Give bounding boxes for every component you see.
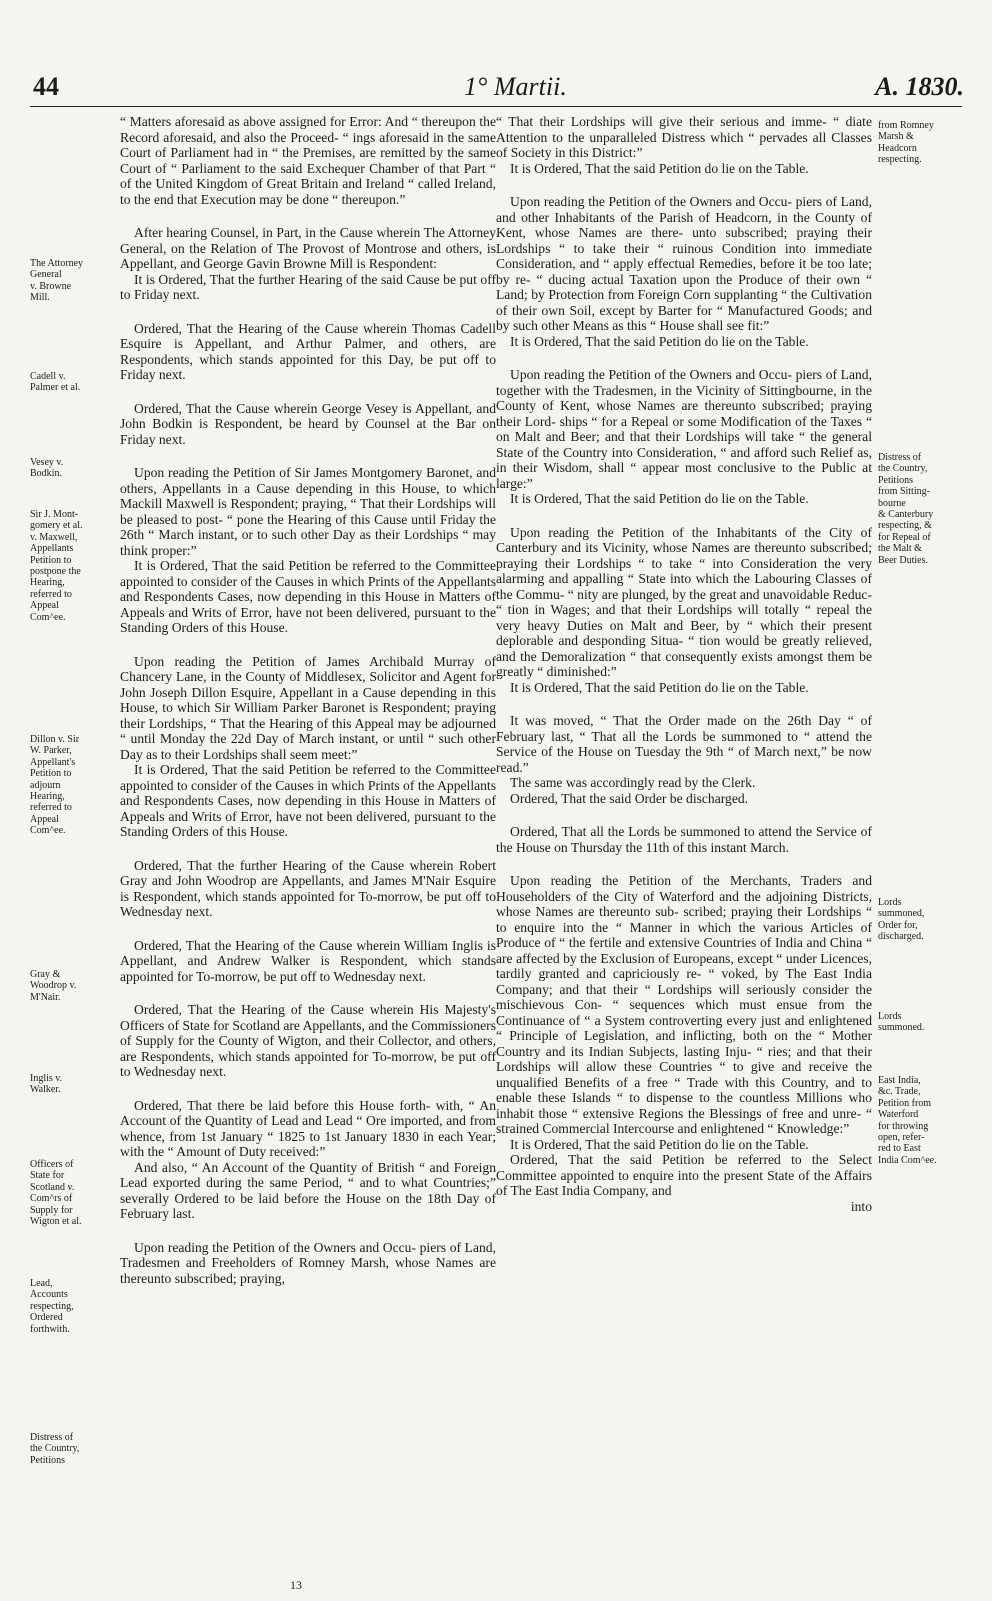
paragraph: Ordered, That the said Petition be referred to the Select Committee appointed to enquire into the present State of the Affairs of The East India Company, and	[496, 1152, 872, 1198]
margin-note: Officers of State for Scotland v. Com^rs of Supply for Wigton et al.	[30, 1159, 82, 1228]
paragraph: It is Ordered, That the further Hearing of the said Cause be put off to Friday next.	[120, 271, 496, 302]
margin-note: Lead, Accounts respecting, Ordered forthwith.	[30, 1278, 74, 1335]
paragraph: It is Ordered, That the said Petition be referred to the Committee appointed to consider of the Causes in which Prints of the Appellants and Respondents Cases, now depending in this House in Matters of Appeals and Writs of Error, have not been delivered, pursuant to the Standing Orders of this House.	[120, 762, 496, 839]
paragraph: It is Ordered, That the said Petition do lie on the Table.	[510, 491, 809, 506]
paragraph: “ Matters aforesaid as above assigned for Error: And “ thereupon the Record aforesaid, and also the Proceed- “ ings aforesaid in the same Court of Parliament had in “ the Premises, are remitted by the same Court of “ Parliament to the said Exchequer Chamber of that Part “ of the United Kingdom of Great Britain and Ireland “ called Ireland, to the end that Execution may be done “ thereupon.”	[120, 114, 496, 207]
header-rule	[30, 106, 962, 107]
paragraph: It was moved, “ That the Order made on the 26th Day “ of February last, “ That all the Lords be summoned to “ attend the Service of the House on Tuesday the 9th “ of March next,” be now read.”	[496, 713, 872, 775]
paragraph: Ordered, That the Hearing of the Cause wherein His Majesty's Officers of State for Scotland are Appellants, and the Commissioners of Supply for the County of Wigton, and their Collector, and others, are Respondents, which stands appointed for To-morrow, be put off to Wednesday next.	[120, 1002, 496, 1079]
margin-note: Cadell v. Palmer et al.	[30, 371, 81, 394]
paragraph: After hearing Counsel, in Part, in the Cause wherein The Attorney General, on the Relation of The Provost of Montrose and others, is Appellant, and George Gavin Browne Mill is Respondent:	[120, 225, 496, 271]
page-year: A. 1830.	[875, 72, 964, 101]
paragraph: Upon reading the Petition of the Owners and Occu- piers of Land, Tradesmen and Freeholders of Romney Marsh, whose Names are thereunto subscribed; praying,	[120, 1239, 496, 1286]
paragraph: And also, “ An Account of the Quantity of British “ and Foreign Lead exported during the same Period, “ and to what Countries;” severally Ordered to be laid before the House on the 18th Day of February last.	[120, 1159, 496, 1221]
margin-note: Inglis v. Walker.	[30, 1073, 63, 1096]
paragraph: Ordered, That there be laid before this House forth- with, “ An Account of the Quantity of Lead and Lead “ Ore imported, and from whence, from 1st January “ 1825 to 1st January 1830 in each Year; with the “ Amount of Duty received:”	[120, 1097, 496, 1159]
margin-note: Sir J. Mont- gomery et al. v. Maxwell, Appellants Petition to postpone the Hearing, referred to Appeal Com^ee.	[30, 509, 83, 623]
paragraph: Ordered, That the further Hearing of the Cause wherein Robert Gray and John Woodrop are Appellants, and James M'Nair Esquire is Respondent, which stands appointed for To-morrow, be put off to Wednesday next.	[120, 857, 496, 919]
paragraph: The same was accordingly read by the Clerk.	[510, 775, 756, 790]
margin-note: The Attorney General v. Browne Mill.	[30, 258, 84, 304]
paragraph: It is Ordered, That the said Petition do lie on the Table.	[510, 333, 809, 349]
margin-note: Vesey v. Bodkin.	[30, 457, 64, 480]
paragraph: Upon reading the Petition of the Owners and Occu- piers of Land, and other Inhabitants of the Parish of Headcorn, in the County of Kent, whose Names are there- unto subscribed; praying their Lordships “ to take their “ ruinous Condition into immediate Consideration, and “ apply effectual Remedies, before it be too late; by re- “ ducing actual Taxation upon the Produce of their own “ Land; by Protection from Foreign Corn supplanting “ the Cultivation of their own Soil, except by Barter for “ Manufactured Goods; and by such other Means as this “ House shall see fit:”	[496, 194, 872, 333]
right-column	[496, 114, 872, 1214]
paragraph: Ordered, That the said Order be discharged.	[510, 790, 749, 806]
page-header	[28, 72, 964, 106]
margin-note: East India, &c. Trade, Petition from Waterford for throwing open, refer- red to East India Com^ee.	[878, 1075, 937, 1166]
paragraph: It is Ordered, That the said Petition be referred to the Committee appointed to consider of the Causes in which Prints of the Appellants and Respondents Cases, now depending in this House in Matters of Appeals and Writs of Error, have not been delivered, pursuant to the Standing Orders of this House.	[120, 558, 496, 635]
paragraph: Upon reading the Petition of the Owners and Occu- piers of Land, together with the Tradesmen, in the Vicinity of Sittingbourne, in the County of Kent, whose Names are thereunto subscribed; praying their Lord- ships “ for a Repeal or some Modification of the Taxes “ on Malt and Beer; and that their Lordships will take “ the general State of the Country into Consideration, “ and afford such Relief as, in their Wisdom, shall “ appear most conclusive to the Public at large:”	[496, 367, 872, 491]
paragraph: Upon reading the Petition of the Inhabitants of the City of Canterbury and its Vicinity, whose Names are thereunto subscribed; praying their Lordships “ to take “ into Consideration the very alarming and appalling “ State into which the Labouring Classes of the Commu- “ nity are plunged, by the great and unavoidable Reduc- “ tion in Wages; and that their Lordships will totally “ repeal the very heavy Duties on Malt and Beer, by “ which their present deplorable and desponding Situa- “ tion would be greatly relieved, and the Demoralization “ that consequently exists amongst them be greatly “ diminished:”	[496, 524, 872, 679]
paragraph: Upon reading the Petition of James Archibald Murray of Chancery Lane, in the County of Middlesex, Solicitor and Agent for John Joseph Dillon Esquire, Appellant in a Cause depending in this House, to which Sir William Parker Baronet is Respondent; praying their Lordships, “ That the Hearing of this Appeal may be adjourned “ until Monday the 22d Day of March instant, or until “ such other Day as to their Lordships shall seem meet:”	[120, 653, 496, 762]
left-column	[120, 114, 496, 1286]
paragraph: Ordered, That the Hearing of the Cause wherein Thomas Cadell Esquire is Appellant, and Arthur Palmer, and others, are Respondents, which stands appointed for this Day, be put off to Friday next.	[120, 320, 496, 382]
margin-note: Dillon v. Sir W. Parker, Appellant's Petition to adjourn Hearing, referred to Appeal Com^ee.	[30, 734, 80, 837]
paragraph: It is Ordered, That the said Petition do lie on the Table.	[510, 160, 809, 176]
catchword: into	[850, 1198, 872, 1214]
paragraph: Ordered, That the Cause wherein George Vesey is Appellant, and John Bodkin is Respondent, be heard by Counsel at the Bar on Friday next.	[120, 400, 496, 447]
margin-note: Lords summoned, Order for, discharged.	[878, 897, 925, 943]
margin-note: Distress of the Country, Petitions	[30, 1432, 80, 1466]
paragraph: Ordered, That the Hearing of the Cause wherein William Inglis is Appellant, and Andrew Walker is Respondent, which stands appointed for To-morrow, be put off to Wednesday next.	[120, 937, 496, 984]
paragraph: It is Ordered, That the said Petition do lie on the Table.	[510, 1136, 809, 1152]
paragraph: Upon reading the Petition of Sir James Montgomery Baronet, and others, Appellants in a Cause depending in this House, to which Mackill Maxwell is Respondent; praying, “ That their Lordships will be pleased to post- “ pone the Hearing of this Cause until Friday the 26th “ March instant, or to such other Day as their Lordships “ may think proper:”	[120, 465, 496, 558]
signature-mark: 13	[290, 1578, 302, 1592]
paragraph: Ordered, That all the Lords be summoned to attend the Service of the House on Thursday the 11th of this instant March.	[496, 824, 872, 855]
margin-note: Lords summoned.	[878, 1011, 925, 1034]
page-number: 44	[33, 72, 59, 101]
page-date: 1° Martii.	[464, 72, 567, 101]
margin-note: Gray & Woodrop v. M'Nair.	[30, 969, 77, 1003]
paragraph: Upon reading the Petition of the Merchants, Traders and Householders of the City of Waterford and the adjoining Districts, whose Names are thereunto sub- scribed; praying their Lordships “ to enquire into the “ Manner in which the various Articles of Produce of “ the fertile and extensive Countries of India and China “ are affected by the Exclusion of Europeans, except “ under Licences, tardily granted and capriciously re- “ voked, by The East India Company; and that their “ Lordships will seriously consider the mischievous Con- “ sequences which must ensue from the Continuance of “ a System controverting every just and enlightened “ Principle of Legislation, and inflicting, both on the “ Mother Country and its Indian Subjects, lasting Inju- “ ries; and that their Lordships will allow these Countries “ to give and receive the unqualified Benefits of a free “ Trade with this Country, and to enable these Islands “ to dispense to the countless Millions who inhabit those “ extensive Regions the Blessings of free and unre- “ strained Commercial Intercourse and enlightened “ Knowledge:”	[496, 873, 872, 1136]
margin-note: from Romney Marsh & Headcorn respecting.	[878, 120, 934, 166]
paragraph: “ That their Lordships will give their serious and imme- “ diate Attention to the unparalleled Distress which “ pervades all Classes of Society in this District:”	[496, 114, 872, 160]
paragraph: It is Ordered, That the said Petition do lie on the Table.	[510, 679, 809, 695]
margin-note: Distress of the Country, Petitions from Sitting- bourne & Canterbury respecting, & for Repeal of the Malt & Beer Duties.	[878, 452, 934, 566]
